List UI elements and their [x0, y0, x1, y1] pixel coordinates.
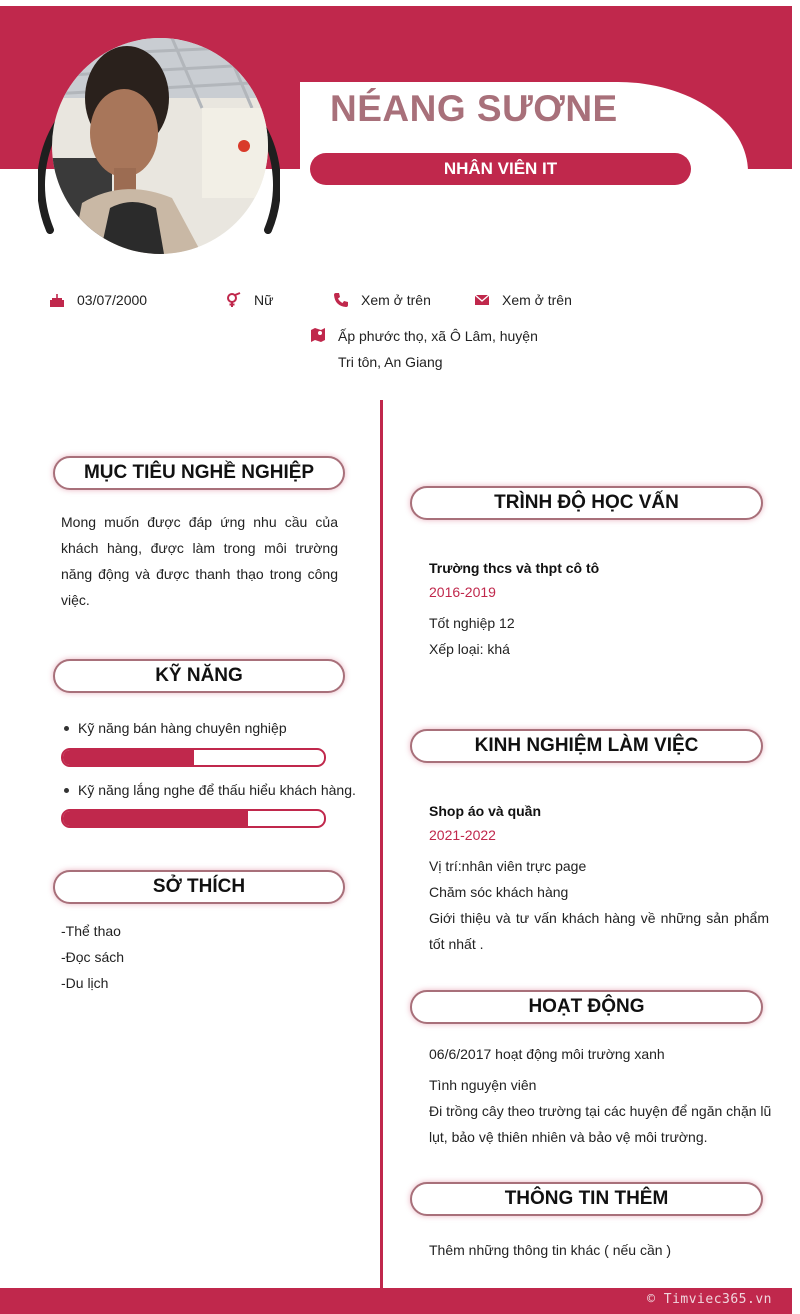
- cake-icon: [49, 292, 65, 308]
- objective-line: khách hàng, được làm trong môi trường: [61, 540, 338, 556]
- experience-line: Giới thiệu và tư vấn khách hàng về những sản phẩm: [429, 910, 769, 926]
- gender-value: Nữ: [254, 292, 274, 308]
- candidate-name: NÉANG SƯƠNE: [330, 88, 618, 129]
- bullet-icon: [64, 788, 69, 793]
- activity-line: Đi trồng cây theo trường tại các huyện để ngăn chặn lũ: [429, 1103, 772, 1119]
- experience-line: Vị trí:nhân viên trực page: [429, 858, 587, 874]
- skill-bar-fill: [63, 750, 194, 765]
- mail-icon: [474, 292, 490, 308]
- footer-watermark: © Timviec365.vn: [647, 1292, 772, 1307]
- skill-label: Kỹ năng lắng nghe để thấu hiểu khách hàng.: [78, 782, 356, 798]
- birthday-info: [49, 292, 147, 308]
- objective-line: việc.: [61, 592, 90, 608]
- experience-line: tốt nhất .: [429, 936, 484, 952]
- extra-info-text: Thêm những thông tin khác ( nếu cần ): [429, 1242, 672, 1258]
- education-line: Xếp loại: khá: [429, 641, 510, 657]
- skill-bar-fill: [63, 811, 248, 826]
- section-title-activities: HOẠT ĐỘNG: [410, 990, 763, 1024]
- position-badge: NHÂN VIÊN IT: [310, 153, 691, 185]
- hobby-item: -Thể thao: [61, 923, 121, 939]
- section-title-skills: KỸ NĂNG: [53, 659, 345, 693]
- email-info: [474, 292, 572, 308]
- activity-date: 06/6/2017 hoạt động môi trường xanh: [429, 1046, 665, 1062]
- bullet-icon: [64, 726, 69, 731]
- birthday-value: 03/07/2000: [77, 292, 148, 308]
- section-title-experience: KINH NGHIỆM LÀM VIỆC: [410, 729, 763, 763]
- objective-line: Mong muốn được đáp ứng nhu cầu của: [61, 514, 338, 530]
- activity-line: lụt, bảo vệ thiên nhiên và bảo vệ môi trường.: [429, 1129, 708, 1145]
- skill-bar: [61, 809, 326, 828]
- map-icon: [310, 327, 326, 343]
- skill-item: [64, 720, 287, 736]
- education-period: 2016-2019: [429, 584, 496, 600]
- phone-info: [333, 292, 431, 308]
- section-title-objective: MỤC TIÊU NGHỀ NGHIỆP: [53, 456, 345, 490]
- gender-info: [226, 292, 273, 308]
- activity-line: Tình nguyện viên: [429, 1077, 537, 1093]
- section-title-education: TRÌNH ĐỘ HỌC VẤN: [410, 486, 763, 520]
- experience-line: Chăm sóc khách hàng: [429, 884, 569, 900]
- skill-label: Kỹ năng bán hàng chuyên nghiệp: [78, 720, 287, 736]
- objective-text: [61, 509, 338, 613]
- avatar: [52, 38, 268, 254]
- column-divider: [380, 400, 383, 1288]
- hobby-item: -Đọc sách: [61, 949, 125, 965]
- experience-period: 2021-2022: [429, 827, 496, 843]
- hobby-list: [61, 918, 124, 996]
- objective-line: năng động và được thanh thạo trong công: [61, 566, 338, 582]
- hobby-item: -Du lịch: [61, 975, 109, 991]
- address-line-1: Ấp phước thọ, xã Ô Lâm, huyện: [338, 328, 538, 344]
- email-value: Xem ở trên: [502, 292, 572, 308]
- phone-value: Xem ở trên: [361, 292, 431, 308]
- address-line-2: Tri tôn, An Giang: [338, 354, 443, 370]
- section-title-hobbies: SỞ THÍCH: [53, 870, 345, 904]
- education-details: [429, 610, 515, 662]
- phone-icon: [333, 292, 349, 308]
- skill-bar: [61, 748, 326, 767]
- education-school: Trường thcs và thpt cô tô: [429, 560, 600, 576]
- experience-company: Shop áo và quần: [429, 803, 542, 819]
- education-line: Tốt nghiệp 12: [429, 615, 515, 631]
- activity-details: [429, 1072, 772, 1150]
- skill-item: [64, 782, 356, 798]
- gender-icon: [226, 292, 242, 308]
- experience-details: [429, 853, 769, 957]
- section-title-extra: THÔNG TIN THÊM: [410, 1182, 763, 1216]
